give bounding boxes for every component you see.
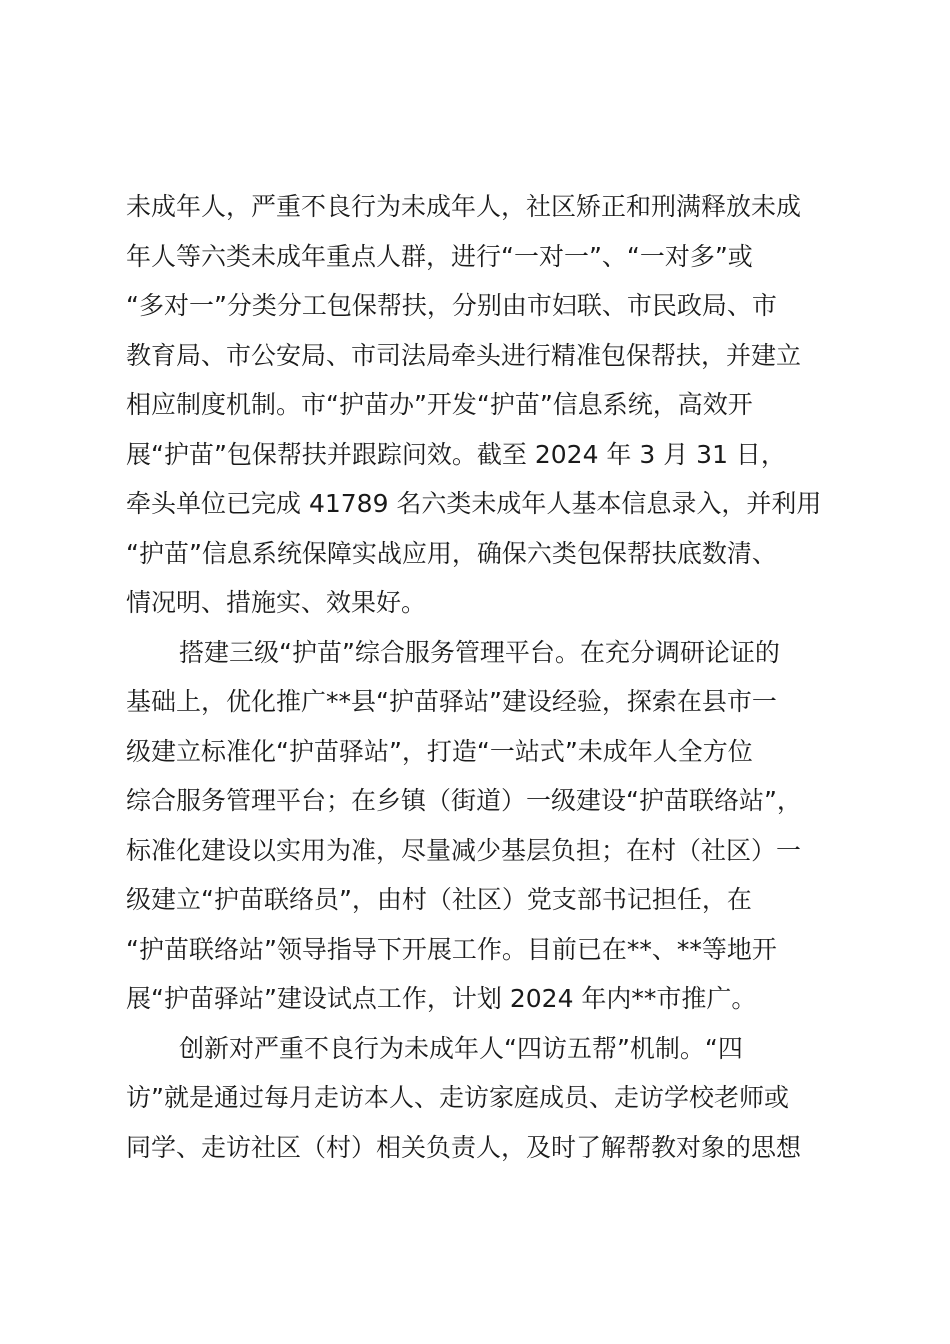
paragraph-3 xyxy=(126,1024,846,1173)
text-line: 访”就是通过每月走访本人、走访家庭成员、走访学校老师或 xyxy=(126,1083,789,1112)
text-line: “护苗联络站”领导指导下开展工作。目前已在**、**等地开 xyxy=(126,934,777,964)
text-line: “护苗”信息系统保障实战应用，确保六类包保帮扶底数清、 xyxy=(126,538,777,568)
text-line: 同学、走访社区（村）相关负责人，及时了解帮教对象的思想 xyxy=(126,1132,802,1162)
text-line: 年人等六类未成年重点人群，进行“一对一”、“一对多”或 xyxy=(126,241,753,271)
text-line: 教育局、市公安局、市司法局牵头进行精准包保帮扶，并建立 xyxy=(126,340,802,370)
text-line: 展“护苗”包保帮扶并跟踪问效。截至 2024 年 3 月 31 日， xyxy=(126,439,786,469)
text-line: “多对一”分类分工包保帮扶，分别由市妇联、市民政局、市 xyxy=(126,291,777,320)
text-line: 相应制度机制。市“护苗办”开发“护苗”信息系统，高效开 xyxy=(126,390,753,419)
text-line: 展“护苗驿站”建设试点工作，计划 2024 年内**市推广。 xyxy=(126,984,757,1013)
text-line: 级建立“护苗联络员”，由村（社区）党支部书记担任，在 xyxy=(126,885,752,914)
text-line: 情况明、措施实、效果好。 xyxy=(126,588,427,617)
text-line: 标准化建设以实用为准，尽量减少基层负担；在村（社区）一 xyxy=(126,835,802,865)
text-line: 基础上，优化推广**县“护苗驿站”建设经验，探索在县市一 xyxy=(126,687,777,716)
text-line: 搭建三级“护苗”综合服务管理平台。在充分调研论证的 xyxy=(179,637,780,667)
text-line: 创新对严重不良行为未成年人“四访五帮”机制。“四 xyxy=(179,1033,743,1063)
paragraph-2 xyxy=(126,628,846,1024)
text-line: 级建立标准化“护苗驿站”，打造“一站式”未成年人全方位 xyxy=(126,736,753,766)
text-line: 未成年人，严重不良行为未成年人，社区矫正和刑满释放未成 xyxy=(126,192,802,221)
text-line: 综合服务管理平台；在乡镇（街道）一级建设“护苗联络站”， xyxy=(126,786,802,815)
text-line: 牵头单位已完成 41789 名六类未成年人基本信息录入，并利用 xyxy=(126,489,822,518)
paragraph-1 xyxy=(126,182,846,628)
document-body xyxy=(126,182,846,1172)
